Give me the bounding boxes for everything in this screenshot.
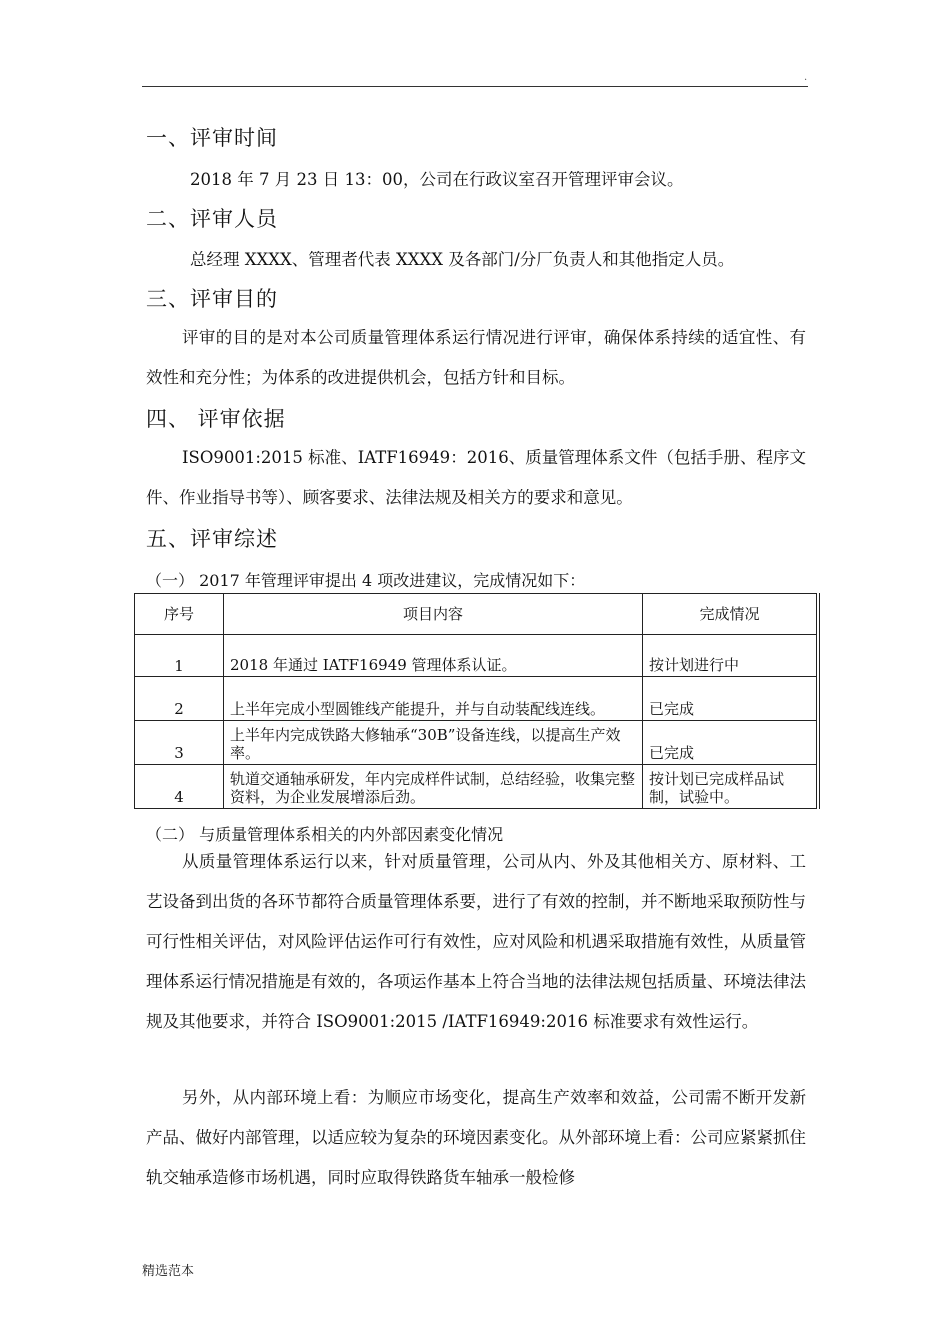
table-header-status: 完成情况 [643, 594, 817, 635]
row-number: 3 [135, 721, 224, 765]
table-header-no: 序号 [135, 594, 224, 635]
improvement-table [134, 593, 817, 809]
row-status: 已完成 [643, 721, 817, 765]
section-4-body: ISO9001:2015 标准、IATF16949：2016、质量管理体系文件（包括手册、程序文件、作业指导书等）、顾客要求、法律法规及相关方的要求和意见。 [146, 448, 806, 507]
section-5-title: 五、评审综述 [146, 527, 278, 551]
row-content: 2018 年通过 IATF16949 管理体系认证。 [224, 635, 643, 677]
row-number: 2 [135, 677, 224, 721]
section-5-subtitle-1: （一） 2017 年管理评审提出 4 项改进建议，完成情况如下： [146, 571, 586, 590]
section-2-title: 二、评审人员 [146, 207, 278, 231]
table-row [135, 635, 817, 677]
row-content: 轨道交通轴承研发，年内完成样件试制，总结经验，收集完整资料，为企业发展增添后劲。 [224, 765, 643, 809]
section-1-title: 一、评审时间 [146, 126, 278, 150]
row-status: 按计划进行中 [643, 635, 817, 677]
section-3-body: 评审的目的是对本公司质量管理体系运行情况进行评审，确保体系持续的适宜性、有效性和充分性；为体系的改进提供机会，包括方针和目标。 [146, 328, 806, 387]
row-content: 上半年内完成铁路大修轴承“30B”设备连线，以提高生产效率。 [224, 721, 643, 765]
section-5-paragraph-1: 从质量管理体系运行以来，针对质量管理，公司从内、外及其他相关方、原材料、工艺设备到出货的各环节都符合质量管理体系要，进行了有效的控制，并不断地采取预防性与可行性相关评估，对风险评估运作可行有效性，应对风险和机遇采取措施有效性，从质量管理体系运行情况措施是有效的，各项运作基本上符合当地的法律法规包括质量、环境法律法规及其他要求，并符合 ISO9001:2015 /IATF16949:2016 标准要求有效性运行。 [146, 852, 806, 1031]
table-header-content: 项目内容 [224, 594, 643, 635]
footer-label: 精选范本 [142, 1264, 195, 1279]
section-4-title: 四、 评审依据 [146, 407, 286, 431]
row-status: 按计划已完成样品试制，试验中。 [643, 765, 817, 809]
table-row [135, 721, 817, 765]
section-2-body: 总经理 XXXX、管理者代表 XXXX 及各部门/分厂负责人和其他指定人员。 [190, 250, 735, 269]
row-status: 已完成 [643, 677, 817, 721]
section-5-paragraph-2: 另外，从内部环境上看：为顺应市场变化，提高生产效率和效益，公司需不断开发新产品、做好内部管理，以适应较为复杂的环境因素变化。从外部环境上看：公司应紧紧抓住轨交轴承造修市场机遇，同时应取得铁路货车轴承一般检修 [146, 1088, 806, 1187]
row-number: 1 [135, 635, 224, 677]
header-rule [142, 86, 808, 87]
section-1-body: 2018 年 7 月 23 日 13：00，公司在行政议室召开管理评审会议。 [190, 170, 684, 189]
table-row [135, 677, 817, 721]
table-row [135, 765, 817, 809]
row-content: 上半年完成小型圆锥线产能提升，并与自动装配线连线。 [224, 677, 643, 721]
table-outer-border [819, 593, 820, 809]
header-mark: . [804, 72, 808, 83]
row-number: 4 [135, 765, 224, 809]
section-5-subtitle-2: （二） 与质量管理体系相关的内外部因素变化情况 [146, 825, 504, 844]
section-3-title: 三、评审目的 [146, 287, 278, 311]
